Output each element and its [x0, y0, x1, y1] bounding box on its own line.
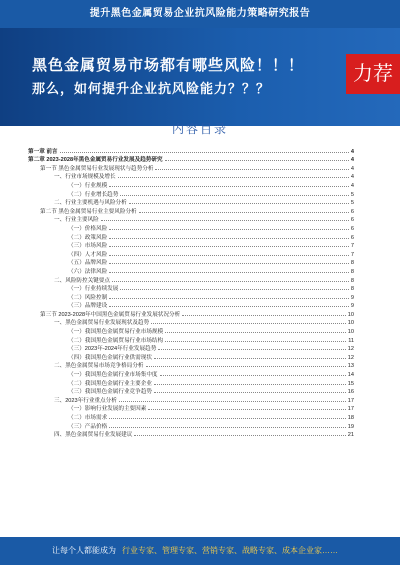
toc-entry[interactable] [28, 163, 354, 172]
toc-leader-dots [154, 358, 346, 359]
toc-entry[interactable] [28, 344, 354, 353]
toc-entry-page: 4 [350, 174, 354, 181]
toc-entry-page: 6 [350, 234, 354, 241]
toc-entry-page: 12 [347, 354, 354, 361]
toc-entry[interactable] [28, 275, 354, 284]
toc-entry[interactable] [28, 361, 354, 370]
toc-leader-dots [134, 435, 345, 436]
toc-entry-page: 7 [350, 243, 354, 250]
report-title-bar [0, 0, 400, 28]
toc-leader-dots [109, 238, 349, 239]
toc-entry-page: 6 [350, 217, 354, 224]
toc-entry[interactable] [28, 387, 354, 396]
toc-entry-page: 15 [347, 380, 354, 387]
toc-leader-dots [109, 427, 346, 428]
toc-entry-title: （一）行业持续发展 [68, 286, 119, 293]
toc-entry-page: 8 [350, 286, 354, 293]
toc-entry[interactable] [28, 326, 354, 335]
toc-entry[interactable] [28, 189, 354, 198]
toc-entry-title: （三）产品价格 [68, 423, 108, 430]
report-title: 提升黑色金属贸易企业抗风险能力策略研究报告 [89, 8, 311, 19]
toc-leader-dots [109, 186, 349, 187]
toc-entry[interactable] [28, 266, 354, 275]
toc-leader-dots [109, 272, 349, 273]
toc-leader-dots [109, 263, 349, 264]
toc-entry[interactable] [28, 378, 354, 387]
toc-leader-dots [118, 177, 349, 178]
toc-entry-page: 10 [347, 311, 354, 318]
toc-leader-dots [160, 375, 346, 376]
toc-entry-title: （一）我国黑色金属行业市场集中度 [68, 372, 158, 379]
toc-entry-page: 9 [350, 303, 354, 310]
toc-entry-page: 5 [350, 191, 354, 198]
toc-leader-dots [119, 401, 346, 402]
toc-leader-dots [120, 195, 349, 196]
toc-leader-dots [109, 246, 349, 247]
table-of-contents [28, 146, 354, 438]
toc-entry-title: （二）市场需求 [68, 415, 108, 421]
toc-entry-page: 7 [350, 251, 354, 258]
toc-entry-page: 12 [347, 346, 354, 353]
toc-leader-dots [139, 212, 349, 213]
toc-entry-page: 9 [350, 294, 354, 301]
toc-entry[interactable] [28, 301, 354, 310]
toc-entry-title: 三、2023年行业重点分析 [54, 397, 117, 404]
toc-entry-page: 17 [347, 397, 354, 404]
toc-entry-title: （一）价格风险 [68, 225, 108, 232]
toc-leader-dots [158, 349, 345, 350]
toc-entry-title: （四）人才风险 [68, 251, 108, 258]
toc-entry-title: （六）法律风险 [68, 268, 108, 275]
toc-entry[interactable] [28, 309, 354, 318]
toc-leader-dots [60, 152, 349, 153]
toc-entry-title: 二、黑色金属贸易市场竞争格局分析 [54, 363, 144, 370]
toc-entry-title: （四）我国黑色金属行业供需现状 [68, 354, 152, 361]
toc-entry[interactable] [28, 198, 354, 207]
recommend-badge: 力荐 [346, 54, 400, 94]
toc-entry-title: 第一章 前言 [28, 148, 58, 155]
toc-entry-page: 4 [350, 148, 354, 155]
toc-leader-dots [101, 220, 349, 221]
toc-entry-page: 8 [350, 260, 354, 267]
toc-entry[interactable] [28, 284, 354, 293]
footer-slogan: 让每个人都能成为 [52, 546, 116, 555]
toc-entry-title: （一）影响行业发展的主要因素 [68, 406, 147, 413]
toc-leader-dots [182, 315, 346, 316]
toc-entry[interactable] [28, 223, 354, 232]
toc-leader-dots [109, 418, 346, 419]
toc-entry[interactable] [28, 430, 354, 439]
toc-leader-dots [165, 341, 346, 342]
toc-entry[interactable] [28, 404, 354, 413]
toc-entry-page: 14 [347, 372, 354, 379]
toc-entry-title: 二、行业主要机遇与风险分析 [54, 200, 127, 207]
toc-entry-title: 第三节 2023-2028年中国黑色金属贸易行业发展状况分析 [40, 311, 181, 318]
footer-experts: 行业专家、管理专家、营销专家、战略专家、成本企业家…… [122, 546, 338, 555]
toc-leader-dots [154, 384, 346, 385]
toc-entry-page: 6 [350, 208, 354, 215]
toc-entry-title: 二、风险防控关键要点 [54, 277, 110, 284]
toc-leader-dots [165, 332, 346, 333]
toc-entry-page: 17 [347, 406, 354, 413]
toc-entry[interactable] [28, 172, 354, 181]
toc-entry-title: 第二章 2023-2028年黑色金属贸易行业发展及趋势研究 [28, 157, 163, 164]
toc-entry[interactable] [28, 258, 354, 267]
toc-entry[interactable] [28, 412, 354, 421]
toc-entry-title: （三）2023年-2024年行业发展趋势 [68, 346, 157, 353]
toc-leader-dots [154, 392, 346, 393]
toc-entry-title: （二）我国黑色金属行业主要企业 [68, 380, 152, 387]
toc-entry[interactable] [28, 249, 354, 258]
toc-entry-title: （一）行业规模 [68, 182, 108, 189]
toc-entry-page: 19 [347, 423, 354, 430]
toc-entry-title: （五）品牌风险 [68, 260, 108, 267]
toc-entry-page: 21 [347, 432, 354, 439]
toc-entry-page: 4 [350, 165, 354, 172]
toc-leader-dots [109, 298, 349, 299]
toc-entry[interactable] [28, 292, 354, 301]
toc-leader-dots [146, 366, 346, 367]
toc-entry[interactable] [28, 335, 354, 344]
toc-entry-title: 第一节 黑色金属贸易行业发展现状与趋势分析 [40, 165, 154, 172]
toc-entry-title: 一、黑色金属贸易行业发展现状及趋势 [54, 320, 150, 327]
banner-question-2: 那么，如何提升企业抗风险能力？？？ [32, 81, 271, 96]
toc-entry-page: 16 [347, 389, 354, 396]
toc-entry[interactable] [28, 318, 354, 327]
toc-leader-dots [148, 409, 345, 410]
toc-leader-dots [151, 323, 346, 324]
toc-entry-title: （三）市场风险 [68, 243, 108, 250]
toc-entry-title: 第二节 黑色金属贸易行业主要风险分析 [40, 208, 137, 215]
toc-entry[interactable] [28, 155, 354, 164]
toc-leader-dots [109, 306, 349, 307]
toc-entry[interactable] [28, 241, 354, 250]
banner-question-1: 黑色金属贸易市场都有哪些风险！！！ [32, 57, 305, 74]
footer-bar [0, 537, 400, 565]
toc-entry-title: 一、行业市场规模及增长 [54, 174, 116, 181]
toc-entry-page: 10 [347, 329, 354, 336]
toc-entry[interactable] [28, 352, 354, 361]
toc-entry-page: 8 [350, 268, 354, 275]
toc-leader-dots [112, 281, 349, 282]
toc-entry-page: 18 [347, 415, 354, 421]
toc-entry-page: 8 [350, 277, 354, 284]
toc-entry-page: 11 [348, 337, 354, 344]
toc-entry-page: 4 [350, 182, 354, 189]
toc-entry-page: 10 [347, 320, 354, 327]
toc-entry[interactable] [28, 180, 354, 189]
toc-entry-page: 4 [350, 157, 354, 164]
toc-leader-dots [109, 229, 349, 230]
toc-leader-dots [109, 255, 349, 256]
toc-entry-title: 四、黑色金属贸易行业发展建议 [54, 432, 133, 439]
toc-entry-title: （二）我国黑色金属贸易行业市场结构 [68, 337, 164, 344]
toc-entry-title: 一、行业主要风险 [54, 217, 99, 224]
toc-entry-page: 5 [350, 200, 354, 207]
toc-entry[interactable] [28, 421, 354, 430]
toc-leader-dots [165, 160, 349, 161]
hero-banner [0, 28, 400, 126]
toc-entry-page: 6 [350, 225, 354, 232]
toc-entry[interactable] [28, 395, 354, 404]
toc-entry-title: （一）我国黑色金属贸易行业市场规模 [68, 329, 164, 336]
toc-entry[interactable] [28, 206, 354, 215]
toc-entry-page: 13 [347, 363, 354, 370]
toc-leader-dots [155, 169, 348, 170]
toc-leader-dots [120, 289, 349, 290]
toc-entry[interactable] [28, 369, 354, 378]
toc-entry-title: （二）政策风险 [68, 234, 108, 241]
toc-heading: 内容目录 [171, 122, 228, 136]
toc-entry-title: （三）品牌建设 [68, 303, 108, 310]
toc-entry-title: （二）行业增长趋势 [68, 191, 119, 198]
toc-entry-title: （三）我国黑色金属行业竞争趋势 [68, 389, 152, 396]
toc-entry-title: （二）风险控制 [68, 294, 108, 301]
toc-leader-dots [129, 203, 349, 204]
toc-entry[interactable] [28, 146, 354, 155]
toc-entry[interactable] [28, 215, 354, 224]
toc-entry[interactable] [28, 232, 354, 241]
